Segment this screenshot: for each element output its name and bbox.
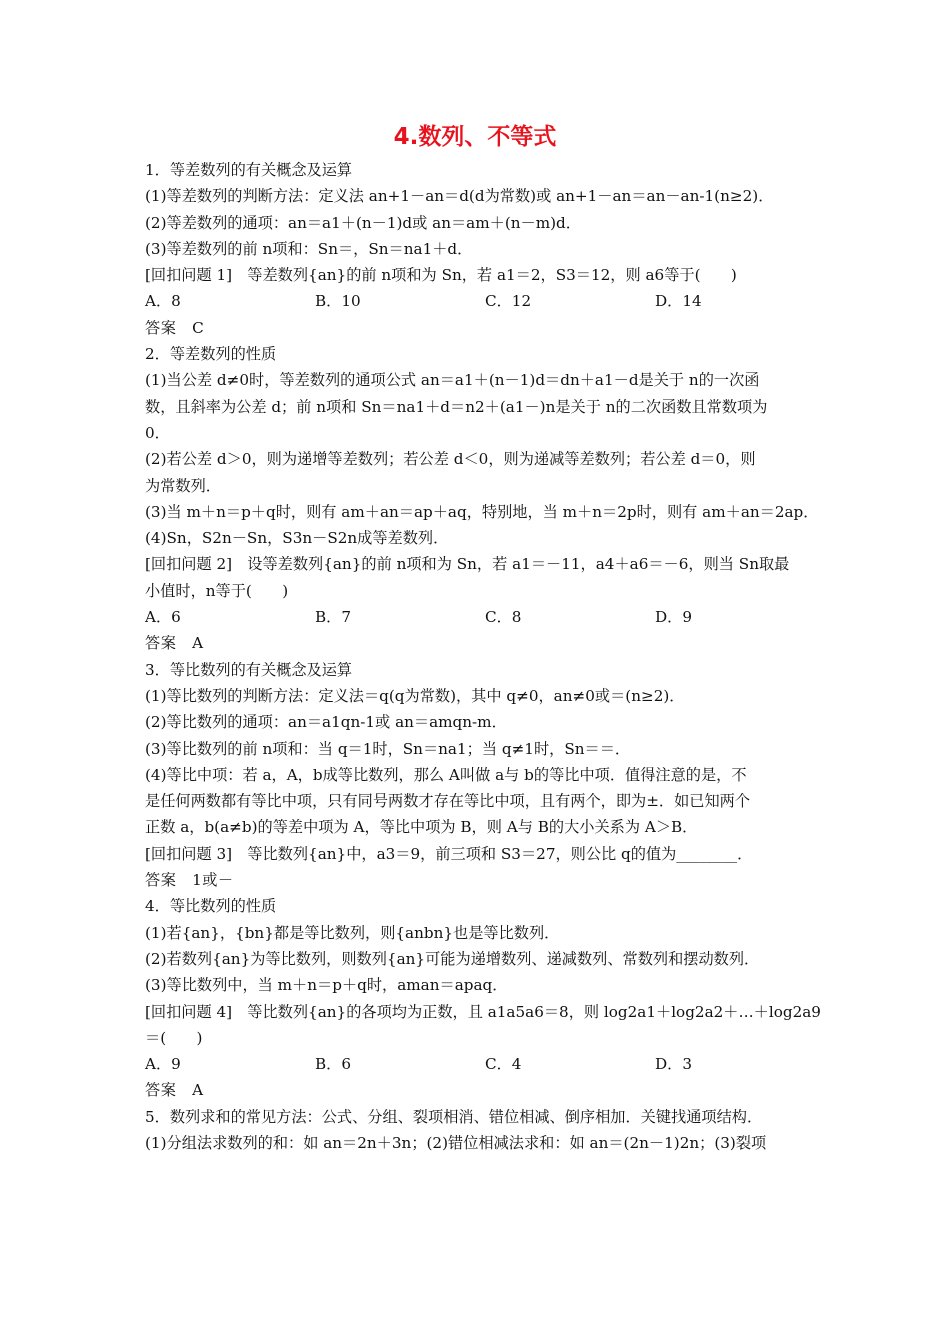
heading-3: 3．等比数列的有关概念及运算	[145, 660, 353, 679]
option-d: D．14	[655, 292, 702, 311]
review-question-3: [回扣问题 3] 等比数列{an}中，a3＝9，前三项和 S3＝27，则公比 q的值为________．	[145, 844, 753, 863]
text-line: (3)当 m＋n＝p＋q时，则有 am＋an＝ap＋aq，特别地，当 m＋n＝2p时，则有 am＋an＝2ap．	[145, 502, 819, 521]
text-line: (2)若数列{an}为等比数列，则数列{an}可能为递增数列、递减数列、常数列和摆动数列．	[145, 949, 760, 968]
text-line: 是任何两数都有等比中项，只有同号两数才存在等比中项，且有两个，即为±．如已知两个	[145, 792, 751, 811]
option-c: C．8	[485, 608, 522, 627]
text-line: (4)等比中项：若 a，A，b成等比数列，那么 A叫做 a与 b的等比中项．值得注意的是，不	[145, 765, 747, 784]
option-c: C．4	[485, 1055, 522, 1074]
page-title: 4.数列、不等式	[393, 124, 557, 150]
review-question-2: [回扣问题 2] 设等差数列{an}的前 n项和为 Sn，若 a1＝－11，a4＋a6＝－6，则当 Sn取最	[145, 555, 790, 574]
options-q2	[145, 604, 813, 630]
text-line: 0．	[145, 423, 170, 442]
text-line: (4)Sn，S2n－Sn，S3n－S2n成等差数列．	[145, 529, 449, 548]
answer-q4: 答案 A	[145, 1081, 204, 1100]
text-line: (1)当公差 d≠0时，等差数列的通项公式 an＝a1＋(n－1)d＝dn＋a1－d是关于 n的一次函	[145, 371, 760, 390]
text-line: 数，且斜率为公差 d；前 n项和 Sn＝na1＋d＝n2＋(a1－)n是关于 n的二次函数且常数项为	[145, 397, 768, 416]
text-line: (1)等比数列的判断方法：定义法＝q(q为常数)，其中 q≠0，an≠0或＝(n≥2)．	[145, 686, 685, 705]
option-d: D．9	[655, 608, 693, 627]
option-b: B．7	[315, 608, 352, 627]
option-b: B．6	[315, 1055, 352, 1074]
review-question-2-cont: 小值时，n等于( )	[145, 581, 289, 600]
text-line: (3)等比数列的前 n项和：当 q＝1时，Sn＝na1；当 q≠1时，Sn＝＝．	[145, 739, 631, 758]
option-b: B．10	[315, 292, 361, 311]
text-line: (1)若{an}，{bn}都是等比数列，则{anbn}也是等比数列．	[145, 923, 560, 942]
options-q4	[145, 1051, 813, 1077]
heading-5: 5．数列求和的常见方法：公式、分组、裂项相消、错位相减、倒序相加．关键找通项结构．	[145, 1107, 763, 1126]
heading-4: 4．等比数列的性质	[145, 897, 277, 916]
option-d: D．3	[655, 1055, 693, 1074]
heading-2: 2．等差数列的性质	[145, 345, 277, 364]
option-a: A．9	[145, 1055, 181, 1074]
text-line: (3)等差数列的前 n项和：Sn＝，Sn＝na1＋d．	[145, 239, 473, 258]
text-line: 为常数列．	[145, 476, 221, 495]
text-line: (1)分组法求数列的和：如 an＝2n＋3n；(2)错位相减法求和：如 an＝(2n－1)2n；(3)裂项	[145, 1133, 767, 1152]
options-q1	[145, 288, 813, 314]
option-c: C．12	[485, 292, 532, 311]
option-a: A．6	[145, 608, 181, 627]
answer-q3: 答案 1或－	[145, 871, 234, 890]
answer-q1: 答案 C	[145, 318, 205, 337]
text-line: 正数 a，b(a≠b)的等差中项为 A，等比中项为 B，则 A与 B的大小关系为 A＞B．	[145, 818, 698, 837]
text-line: (3)等比数列中，当 m＋n＝p＋q时，aman＝apaq．	[145, 976, 508, 995]
text-line: (2)若公差 d＞0，则为递增等差数列；若公差 d＜0，则为递减等差数列；若公差 d＝0，则	[145, 450, 756, 469]
heading-1: 1．等差数列的有关概念及运算	[145, 161, 353, 179]
answer-q2: 答案 A	[145, 634, 204, 653]
review-question-4-cont: ＝( )	[145, 1028, 203, 1047]
document-body	[145, 157, 821, 1156]
option-a: A．8	[145, 292, 181, 311]
text-line: (1)等差数列的判断方法：定义法 an+1－an＝d(d为常数)或 an+1－an＝an－an-1(n≥2)．	[145, 187, 774, 206]
text-line: (2)等比数列的通项：an＝a1qn-1或 an＝amqn-m．	[145, 713, 507, 732]
review-question-4: [回扣问题 4] 等比数列{an}的各项均为正数，且 a1a5a6＝8，则 log2a1＋log2a2＋…＋log2a9	[145, 1002, 821, 1021]
review-question-1: [回扣问题 1] 等差数列{an}的前 n项和为 Sn，若 a1＝2，S3＝12，则 a6等于( )	[145, 266, 737, 285]
text-line: (2)等差数列的通项：an＝a1＋(n－1)d或 an＝am＋(n－m)d．	[145, 213, 581, 232]
